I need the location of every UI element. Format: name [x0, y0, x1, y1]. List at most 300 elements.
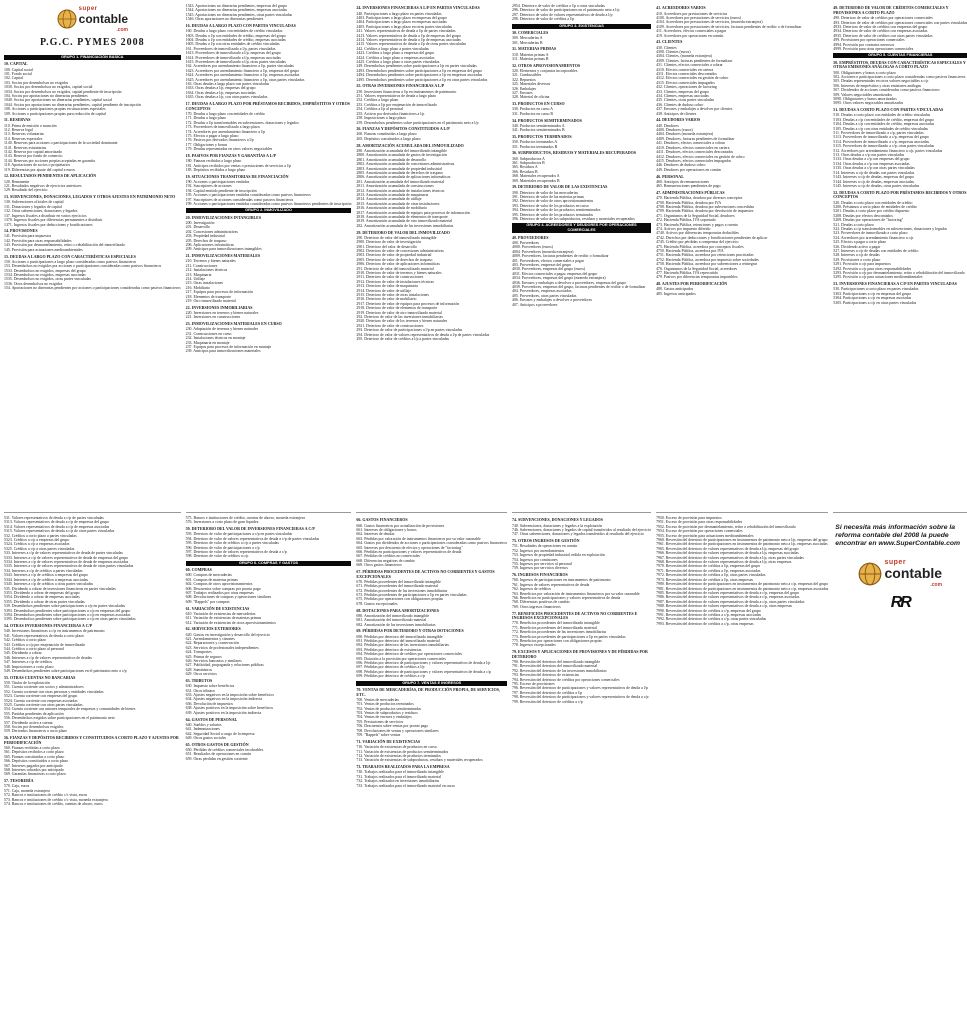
- account-entry: 797. Reversión del deterioro de créditos a l/p: [512, 690, 583, 695]
- account-entry: 753. Ingresos de propiedad industrial cedida en explotación: [512, 553, 605, 558]
- account-entry: 311. Materias primas B: [512, 57, 549, 61]
- account-entry: 476. Organismos de la Seguridad Social, acreedores: [656, 266, 738, 271]
- account-entry: 202. Concesiones administrativas: [185, 229, 238, 234]
- account-entry: 2906. Deterioro de valor de aplicaciones informáticas: [356, 262, 440, 267]
- account-entry: 597. Deterioro de valor de valores representativos de deuda a c/p: [185, 550, 287, 555]
- account-entry: 5113. Proveedores de inmovilizado a c/p, empresas del grupo: [833, 135, 929, 140]
- account-entry: 108. Acciones o participaciones propias en situaciones especiales: [4, 107, 106, 112]
- account-entry: 4000. Proveedores (euros): [512, 245, 553, 250]
- account-entry: 746. Subvenciones, donaciones y legados de capital transferidos al resultado del ejercicio: [512, 527, 652, 532]
- account-entry: 755. Ingresos por servicios al personal: [512, 562, 572, 566]
- group-heading: GRUPO 3. EXISTENCIAS: [512, 24, 651, 29]
- account-entry: 5143. Intereses a c/p de deudas, empresas del grupo: [833, 175, 914, 180]
- account-entry: 4999. Provisión para otras operaciones comerciales: [833, 47, 914, 52]
- account-entry: 485. Ingresos anticipados: [656, 291, 696, 296]
- account-entry: 232. Instalaciones técnicas en montaje: [185, 336, 246, 341]
- account-entry: 5293. Provisión a c/p por desmantelamiento, retiro o rehabilitación del inmovilizado: [833, 271, 965, 275]
- account-entry: 327. Envases: [512, 91, 533, 96]
- account-entry: 7961. Reversión del deterioro de participaciones en instrumentos de patrimonio neto a l/p, empresas asociadas: [656, 542, 828, 547]
- section-heading: 49. DETERIORO DE VALOR DE CRÉDITOS COMERCIALES Y PROVISIONES A CORTO PLAZO: [833, 5, 949, 15]
- account-entry: 1034. Socios por desembolsos no exigidos, capital pendiente de inscripción: [4, 89, 122, 94]
- account-entry: 4708. Hacienda Pública, deudora por subvenciones concedidas: [656, 204, 754, 209]
- column-1: [4, 4, 181, 512]
- account-entry: 5345. Intereses a c/p de créditos a otras partes vinculadas: [4, 582, 94, 587]
- account-entry: 4994. Provisión por contratos onerosos: [833, 42, 895, 47]
- section-heading: 66. GASTOS FINANCIEROS: [356, 517, 408, 523]
- account-entry: 2913. Deterioro de valor de maquinaria: [356, 284, 418, 289]
- account-entry: 4709. Hacienda Pública, deudora por devolución de impuestos: [656, 209, 754, 214]
- section-heading: 36. SUBPRODUCTOS, RESIDUOS Y MATERIALES RECUPERADOS: [512, 150, 636, 156]
- account-entry: 331. Productos en curso B: [512, 111, 553, 116]
- section-heading: 30. COMERCIALES: [512, 30, 549, 36]
- account-entry: 5334. Intereses a c/p de valores representativos de deuda de empresas asociadas: [4, 560, 129, 565]
- account-entry: 265. Depósitos constituidos a largo plazo: [356, 136, 421, 141]
- account-entry: 547. Intereses a c/p de créditos: [4, 660, 52, 665]
- section-heading: 56. FIANZAS Y DEPÓSITOS RECIBIDOS Y CONSTITUIDOS A CORTO PLAZO Y AJUSTES POR PERIODIFICACIÓN: [4, 735, 179, 745]
- account-entry: 552. Cuenta corriente con otras personas y entidades vinculadas: [4, 689, 104, 694]
- account-entry: 502. Acciones o participaciones a corto plazo consideradas como pasivos financieros: [833, 75, 966, 79]
- account-entry: 752. Ingresos por arrendamientos: [512, 548, 565, 553]
- account-entry: 4410. Deudores, efectos comerciales en cartera: [656, 145, 730, 150]
- account-entry: 113. Reservas voluntarias: [4, 132, 44, 137]
- account-entry: 320. Elementos y conjuntos incorporables: [512, 68, 578, 73]
- section-heading: 43. CLIENTES: [656, 39, 683, 45]
- section-heading: 32. OTROS APROVISIONAMIENTOS: [512, 62, 581, 68]
- account-entry: 541. Valores representativos de deuda a corto plazo: [4, 633, 84, 638]
- account-entry: 7993. Reversión del deterioro de créditos a c/p, otras empresas: [656, 621, 754, 626]
- account-entry: 640. Sueldos y salarios: [185, 722, 222, 727]
- account-entry: 5209. Deudas por operaciones de "factoring": [833, 218, 904, 223]
- account-entry: 341. Productos semiterminados B: [512, 128, 565, 133]
- section-heading: 61. VARIACIÓN DE EXISTENCIAS: [185, 605, 250, 611]
- account-entry: 4400. Deudores (euros): [656, 128, 693, 133]
- account-entry: 1603. Deudas a l/p con entidades de crédito, empresas del grupo: [185, 33, 286, 38]
- account-entry: 4750. Hacienda Pública, acreedora por IVA: [656, 248, 724, 253]
- account-entry: 1044. Socios por aportaciones no dinerarias pendientes, capital pendiente de inscripción: [4, 102, 141, 107]
- account-entry: 2805. Amortización acumulada de derechos de traspaso: [356, 170, 443, 175]
- account-entry: 328. Material de oficina: [512, 95, 550, 100]
- section-heading: 39. DETERIORO DE VALOR DE LAS EXISTENCIAS: [512, 184, 608, 190]
- account-entry: 446. Deudores de dudoso cobro: [656, 163, 706, 168]
- account-entry: 240. Participaciones a largo plazo en partes vinculadas: [356, 11, 442, 16]
- column-11-items: [656, 516, 828, 626]
- account-entry: 4304. Clientes, (moneda extranjera): [656, 54, 712, 59]
- account-entry: 162. Acreedores por arrendamiento financiero a l/p, partes vinculadas: [185, 64, 294, 69]
- column-7: [4, 512, 181, 1020]
- account-entry: 5523. Cuenta corriente con empresas del grupo: [4, 694, 78, 699]
- account-entry: 360. Subproductos A: [512, 156, 545, 161]
- account-entry: 5343. Intereses a c/p de créditos a empresas del grupo: [4, 573, 88, 578]
- account-entry: 636. Devolución de impuestos: [185, 701, 233, 706]
- account-entry: 568. Intereses cobrados por anticipado: [4, 768, 64, 773]
- account-entry: 731. Trabajos realizados para el inmovilizado material: [356, 774, 442, 779]
- account-entry: 609. "Rappels" por compras: [185, 599, 230, 604]
- account-entry: 712. Variación de existencias de productos terminados: [356, 753, 441, 758]
- column-2: [186, 4, 352, 512]
- account-entry: 627. Publicidad, propaganda y relaciones públicas: [185, 663, 264, 668]
- account-entry: 509. Valores negociables amortizados: [833, 92, 892, 97]
- account-entry: 212. Instalaciones técnicas: [185, 268, 228, 273]
- account-entry: 556. Desembolsos exigidos sobre participaciones en el patrimonio neto: [4, 716, 115, 721]
- account-entry: 175. Efectos a pagar a largo plazo: [185, 133, 239, 138]
- account-entry: 2816. Amortización acumulada de mobiliario: [356, 206, 427, 211]
- account-entry: 2801. Amortización acumulada de desarrollo: [356, 157, 427, 162]
- account-entry: 1543. Aportaciones no dinerarias pendientes, empresas del grupo: [185, 4, 287, 8]
- account-entry: 5115. Proveedores de inmovilizado a c/p, otras partes vinculadas: [833, 144, 935, 149]
- account-entry: 2814. Amortización acumulada de utillaje: [356, 197, 422, 202]
- account-entry: 7980. Reversión del deterioro de participaciones en instrumentos de patrimonio neto a c/p, empresas del grupo: [656, 582, 829, 587]
- section-heading: 11. RESERVAS: [4, 117, 31, 123]
- account-entry: 5295. Provisión a c/p para actuaciones medioambientales: [833, 275, 923, 280]
- account-entry: 130. Subvenciones oficiales de capital: [4, 200, 64, 205]
- account-entry: 150. Acciones o participaciones a largo plazo consideradas como pasivos financieros: [4, 259, 137, 264]
- account-entry: 548. Imposiciones a corto plazo: [4, 664, 54, 669]
- account-entry: 2910. Deterioro de valor de terrenos y bienes naturales: [356, 271, 442, 276]
- account-entry: 118. Aportaciones de socios o propietarios: [4, 163, 70, 168]
- account-entry: 565. Fianzas constituidas a corto plazo: [4, 754, 65, 759]
- account-entry: 4742. Derechos por deducciones y bonificaciones pendientes de aplicar: [656, 235, 768, 240]
- account-entry: 431. Clientes, efectos comerciales a cobrar: [656, 63, 723, 68]
- account-entry: 550. Titular de la explotación: [4, 680, 50, 685]
- account-entry: 4758. Hacienda Pública, acreedora por subvenciones a reintegrar: [656, 262, 758, 267]
- account-entry: 795. Exceso de provisiones: [512, 682, 555, 687]
- account-entry: 432. Clientes, operaciones de factoring: [656, 85, 717, 90]
- section-heading: 34. PRODUCTOS SEMITERMINADOS: [512, 117, 582, 123]
- section-heading: 19. SITUACIONES TRANSITORIAS DE FINANCIACIÓN: [185, 173, 289, 179]
- column-9-items: [356, 518, 507, 788]
- account-entry: 641. Indemnizaciones: [185, 727, 220, 732]
- account-entry: 473. Hacienda Pública, retenciones y pagos a cuenta: [656, 222, 738, 227]
- section-heading: 65. OTROS GASTOS DE GESTIÓN: [185, 741, 249, 747]
- account-entry: 297. Deterioro de valor de valores representativos de deuda a l/p: [512, 12, 613, 17]
- account-entry: 709. "Rappels" sobre ventas: [356, 733, 401, 738]
- account-entry: 4100. Acreedores por prestaciones de servicios (euros): [656, 15, 742, 20]
- account-entry: 694. Pérdidas por deterioro de créditos por operaciones comerciales: [356, 652, 462, 657]
- column-8-items: [186, 516, 352, 761]
- account-entry: 793. Reversión del deterioro de existencias: [512, 673, 580, 678]
- logo-contable: contable: [884, 564, 943, 581]
- account-entry: 137. Ingresos fiscales a distribuir en varios ejercicios: [4, 213, 87, 218]
- account-entry: 681. Amortización del inmovilizado material: [356, 618, 427, 623]
- account-entry: 507. Dividendos de acciones consideradas como pasivos financieros: [833, 88, 940, 93]
- account-entry: 2495. Desembolsos pendientes sobre participaciones a l/p en otras partes vinculadas: [356, 77, 488, 82]
- account-entry: 436. Clientes de dudoso cobro: [656, 102, 704, 107]
- section-heading: 48. AJUSTES POR PERIODIFICACIÓN: [656, 281, 728, 287]
- account-entry: 210. Terrenos y bienes naturales: [185, 259, 236, 264]
- account-entry: 199. Acciones o participaciones emitidas consideradas como pasivos financieros pendientes de inscripción: [185, 201, 352, 206]
- account-entry: 109. Acciones o participaciones propias para reducción de capital: [4, 111, 106, 116]
- account-entry: 1623. Acreedores por arrendamiento financiero a l/p, empresas del grupo: [185, 68, 300, 73]
- account-entry: 2902. Deterioro de valor de concesiones administrativas: [356, 248, 444, 253]
- account-entry: 4031. Efectos comerciales a pagar, empresas del grupo: [512, 271, 598, 276]
- account-entry: 104. Socios por aportaciones no dinerarias pendientes: [4, 94, 88, 99]
- account-entry: 544. Créditos a corto plazo al personal: [4, 646, 64, 651]
- account-entry: 190. Acciones o participaciones emitidas: [185, 179, 250, 184]
- account-entry: 1615. Proveedores de inmovilizado a l/p, otras partes vinculadas: [185, 60, 286, 65]
- account-entry: 5323. Créditos a c/p a empresas del grupo: [4, 538, 70, 543]
- account-entry: 670. Pérdidas procedentes del inmovilizado intangible: [356, 579, 441, 584]
- account-entry: 112. Reserva legal: [4, 128, 33, 133]
- account-entry: 5304. Participaciones a c/p en empresas asociadas: [833, 296, 912, 301]
- account-entry: 434. Clientes, empresas asociadas: [656, 94, 709, 99]
- section-heading: 70. VENTAS DE MERCADERÍAS, DE PRODUCCIÓN PROPIA, DE SERVICIOS, ETC.: [356, 687, 500, 697]
- account-entry: 480. Gastos anticipados: [656, 287, 694, 292]
- account-entry: 549. Desembolsos pendientes sobre participaciones en el patrimonio neto a c/p: [4, 668, 127, 673]
- account-entry: 407. Anticipos a proveedores: [512, 302, 558, 307]
- account-entry: 561. Depósitos recibidos a corto plazo: [4, 750, 64, 755]
- section-heading: 18. PASIVOS POR FIANZAS Y GARANTÍAS A L/P: [185, 152, 276, 158]
- account-entry: 799. Reversión del deterioro de créditos a c/p: [512, 699, 583, 704]
- account-entry: 622. Reparaciones y conservación: [185, 641, 239, 646]
- account-entry: 218. Elementos de transporte: [185, 294, 232, 299]
- account-entry: 4036. Envases y embalajes a devolver a proveedores, empresas del grupo: [512, 280, 627, 285]
- account-entry: 523. Proveedores de inmovilizado a corto plazo: [833, 231, 908, 236]
- account-entry: 628. Suministros: [185, 667, 213, 672]
- account-entry: 527. Intereses a c/p de deudas con entidades de crédito: [833, 248, 919, 253]
- account-entry: 771. Beneficios procedentes del inmovilizado material: [512, 625, 597, 630]
- column-10: [512, 512, 651, 1020]
- account-entry: 173. Proveedores de inmovilizado a largo plazo: [185, 125, 260, 130]
- account-entry: 290. Deterioro de valor del inmovilizado intangible: [356, 235, 437, 240]
- account-entry: 110. Prima de emisión o asunción: [4, 123, 57, 128]
- account-entry: 5335. Intereses a c/p de valores representativos de deuda de otras partes vinculadas: [4, 564, 134, 569]
- account-entry: 761. Ingresos de valores representativos de deuda: [512, 582, 590, 587]
- group-heading: GRUPO 6. COMPRAS Y GASTOS: [186, 561, 352, 566]
- account-entry: 4034. Proveedores, empresas del grupo (moneda extranjera): [512, 276, 606, 281]
- account-entry: 5525. Cuenta corriente con otras partes vinculadas: [4, 703, 83, 707]
- account-entry: 651. Resultados de operaciones en común: [185, 752, 251, 757]
- account-entry: 692. Pérdidas por deterioro de las inversiones inmobiliarias: [356, 643, 449, 648]
- account-entry: 2918. Deterioro de valor de elementos de transporte: [356, 306, 438, 311]
- account-entry: 1371. Ingresos fiscales por deducciones y bonificaciones: [4, 222, 93, 227]
- account-entry: 213. Maquinaria: [185, 272, 212, 277]
- account-entry: 351. Productos terminados B: [512, 144, 558, 149]
- account-entry: 1536. Otros desembolsos no exigidos: [4, 281, 63, 286]
- section-heading: 14. PROVISIONES: [4, 228, 38, 234]
- account-entry: 7985. Reversión del deterioro de valores representativos de deuda a c/p, empresas del grupo: [656, 590, 800, 595]
- account-entry: 1546. Otras aportaciones no dinerarias pendientes: [185, 17, 264, 22]
- account-entry: 5103. Deudas a c/p con entidades de crédito, empresas del grupo: [833, 117, 934, 122]
- account-entry: 2493. Desembolsos pendientes sobre participaciones a l/p en empresas del grupo: [356, 68, 483, 73]
- account-entry: 526. Dividendo activo a pagar: [833, 244, 881, 249]
- account-entry: 470. Hacienda Pública, deudora por diversos conceptos: [656, 196, 743, 201]
- account-entry: 7952. Exceso de provisión por desmantelamiento, retiro o rehabilitación del inmovilizado: [656, 524, 796, 529]
- account-entry: 558. Socios por desembolsos exigidos: [4, 725, 64, 730]
- account-entry: 695. Dotación a la provisión por operaciones comerciales: [356, 656, 446, 661]
- section-heading: 29. DETERIORO DE VALOR DEL INMOVILIZADO: [356, 229, 450, 235]
- account-entry: 490. Deterioro de valor de créditos por operaciones comerciales: [833, 16, 933, 21]
- section-heading: 33. PRODUCTOS EN CURSO: [512, 101, 565, 107]
- account-entry: 762. Ingresos de créditos: [512, 587, 551, 592]
- account-entry: 663. Pérdidas por valoración de instrumentos financieros por su valor razonable: [356, 536, 481, 541]
- logo-super: super: [78, 5, 98, 12]
- account-entry: 7960. Reversión del deterioro de participaciones en instrumentos de patrimonio neto a l/p, empresas del grupo: [656, 538, 828, 543]
- account-entry: 678. Gastos excepcionales: [356, 601, 398, 606]
- account-entry: 5144. Intereses a c/p de deudas, empresas asociadas: [833, 179, 914, 184]
- account-entry: 747. Otras subvenciones, donaciones y legados transferidos al resultado del ejercicio: [512, 532, 644, 537]
- account-entry: 570. Caja, euros: [4, 784, 30, 789]
- account-entry: 231. Construcciones en curso: [185, 331, 232, 336]
- account-entry: 611. Variación de existencias de materias primas: [185, 616, 262, 621]
- account-entry: 4039. Proveedores, empresas del grupo, facturas pendientes de recibir o de formalizar: [512, 285, 646, 290]
- account-entry: 2803. Amortización acumulada de propiedad industrial: [356, 166, 442, 171]
- account-entry: 132. Otras subvenciones, donaciones y legados: [4, 209, 78, 214]
- account-entry: 559. Derivados financieros a corto plazo: [4, 729, 68, 734]
- account-entry: 7970. Reversión del deterioro de créditos a l/p, empresas del grupo: [656, 564, 761, 569]
- account-entry: 514. Intereses a c/p de deudas con partes vinculadas: [833, 170, 915, 175]
- account-entry: 471. Organismos de la Seguridad Social, deudores: [656, 213, 735, 218]
- account-entry: 5344. Intereses a c/p de créditos a empresas asociadas: [4, 577, 88, 582]
- account-entry: 649. Otros gastos sociales: [185, 735, 227, 740]
- account-entry: 1634. Otras deudas a l/p, empresas asociadas: [185, 90, 256, 95]
- section-heading: 53. INVERSIONES FINANCIERAS A C/P EN PARTES VINCULADAS: [833, 281, 957, 287]
- account-entry: 596. Deterioro de valor de participaciones a c/p: [185, 545, 260, 550]
- account-entry: 7955. Exceso de provisión para actuaciones medioambientales: [656, 533, 754, 538]
- account-entry: 330. Productos en curso A: [512, 107, 553, 112]
- account-entry: 2914. Deterioro de valor de utillaje: [356, 288, 412, 293]
- account-entry: 575. Bancos e instituciones de crédito, cuentas de ahorro, moneda extranjera: [185, 516, 305, 520]
- account-entry: 259. Desembolsos pendientes sobre participaciones en el patrimonio neto a l/p: [356, 120, 479, 125]
- account-entry: 255. Activos por derivados financieros a l/p: [356, 111, 425, 116]
- section-heading: 31. MATERIAS PRIMAS: [512, 46, 557, 52]
- account-entry: 102. Capital: [4, 76, 24, 81]
- account-entry: 474. Activos por impuesto diferido: [656, 226, 711, 231]
- account-entry: 200. Investigación: [185, 220, 215, 225]
- account-entry: 664. Gastos por dividendos de acciones o participaciones consideradas como pasivos financieros: [356, 541, 508, 546]
- account-entry: 4004. Proveedores (moneda extranjera): [512, 249, 574, 254]
- account-entry: 7966. Reversión del deterioro de valores representativos de deuda a l/p, empresas asociadas: [656, 551, 799, 556]
- account-entry: 172. Deudas a l/p transformables en subvenciones, donaciones y legados: [185, 120, 299, 125]
- account-entry: 394. Deterioro de valor de los productos semiterminados: [512, 208, 601, 213]
- account-entry: 557. Dividendo activo a cuenta: [4, 720, 53, 725]
- account-entry: 576. Inversiones a corto plazo de gran liquidez: [185, 520, 259, 525]
- account-entry: 5134. Otras deudas a c/p con empresas asociadas: [833, 161, 910, 166]
- account-entry: 192. Suscriptores de acciones: [185, 184, 232, 189]
- account-entry: 5200. Préstamos a corto plazo de entidades de crédito: [833, 204, 917, 209]
- account-entry: 390. Deterioro de valor de las mercaderías: [512, 190, 579, 195]
- account-entry: 680. Amortización del inmovilizado intangible: [356, 613, 430, 618]
- column-4-items: [512, 4, 651, 307]
- account-entry: 702. Ventas de productos semiterminados: [356, 706, 422, 711]
- account-entry: 1535. Desembolsos no exigidos, otras partes vinculadas: [4, 277, 91, 282]
- group-heading: GRUPO 2. INMOVILIZADO: [186, 208, 352, 213]
- account-entry: 5324. Créditos a c/p a empresas asociadas: [4, 542, 70, 547]
- account-entry: 170. Deudas a largo plazo con entidades de crédito: [185, 111, 265, 116]
- account-entry: 1613. Proveedores de inmovilizado a l/p, empresas del grupo: [185, 51, 281, 56]
- account-entry: 2423. Créditos a largo plazo a empresas del grupo: [356, 51, 435, 56]
- section-heading: 26. FIANZAS Y DEPÓSITOS CONSTITUIDOS A L/P: [356, 126, 450, 132]
- account-entry: 668. Diferencias negativas de cambio: [356, 558, 415, 563]
- column-2-items: [186, 4, 352, 354]
- account-entry: 567. Intereses pagados por anticipado: [4, 763, 63, 768]
- account-entry: 1635. Otras deudas a l/p, con otras partes vinculadas: [185, 95, 268, 100]
- account-entry: 2819. Amortización acumulada de otro inmovilizado material: [356, 219, 453, 224]
- account-entry: 326. Embalajes: [512, 86, 537, 91]
- column-9: [356, 512, 507, 1020]
- section-heading: 28. AMORTIZACIÓN ACUMULADA DEL INMOVILIZADO: [356, 142, 464, 148]
- account-entry: 535. Dividendo a cobrar de inversiones financieras en partes vinculadas: [4, 586, 116, 591]
- account-entry: 751. Resultados de operaciones en común: [512, 544, 578, 549]
- account-entry: 7988. Reversión del deterioro de valores representativos de deuda a c/p, otras empresas: [656, 604, 792, 609]
- account-entry: 5394. Desembolsos pendientes sobre participaciones a c/p en empresas asociadas: [4, 612, 131, 617]
- section-heading: 40. PROVEEDORES: [512, 234, 549, 240]
- account-entry: 395. Deterioro de valor de los productos terminados: [512, 212, 594, 217]
- column-1-items: [4, 55, 181, 291]
- section-heading: 77. BENEFICIOS PROCEDENTES DE ACTIVOS NO CORRIENTES E INGRESOS EXCEPCIONALES: [512, 610, 638, 621]
- account-entry: 528. Intereses a c/p de deudas: [833, 253, 880, 258]
- account-entry: 2405. Participaciones a largo plazo en otras partes vinculadas: [356, 24, 452, 29]
- account-entry: 221. Inversiones en construcciones: [185, 315, 241, 320]
- account-entry: 301. Mercaderías B: [512, 40, 543, 45]
- account-entry: 595. Deterioro de valor de créditos a c/p a partes vinculadas: [185, 541, 279, 546]
- section-heading: 60. COMPRAS: [185, 567, 212, 573]
- account-entry: 237. Equipos para procesos de información en montaje: [185, 345, 272, 349]
- account-entry: 4415. Deudores, efectos comerciales impagados: [656, 158, 732, 163]
- account-entry: 441. Deudores, efectos comerciales a cobrar: [656, 141, 725, 146]
- account-entry: 534. Intereses a c/p de créditos a partes vinculadas: [4, 568, 83, 573]
- account-entry: 1624. Acreedores por arrendamiento financiero a l/p, empresas asociadas: [185, 73, 300, 78]
- account-entry: 1625. Acreedores por arrendamiento financiero a l/p, otras partes vinculadas: [185, 77, 305, 82]
- account-entry: 569. Garantías financieras a corto plazo: [4, 772, 66, 777]
- account-entry: 5133. Otras deudas a c/p con empresas del grupo: [833, 157, 910, 162]
- account-entry: 325. Materiales diversos: [512, 82, 551, 87]
- account-entry: 5524. Cuenta corriente con empresas asociadas: [4, 698, 78, 703]
- account-entry: 215. Otras instalaciones: [185, 281, 223, 286]
- account-entry: 2414. Valores representativos de deuda a l/p de empresas asociadas: [356, 38, 461, 43]
- account-entry: 5393. Desembolsos pendientes sobre participaciones a c/p en empresas del grupo: [4, 608, 131, 613]
- account-entry: 179. Deudas representadas en otros valores negociables: [185, 147, 273, 152]
- section-heading: 75. OTROS INGRESOS DE GESTIÓN: [512, 538, 580, 544]
- account-entry: 642. Seguridad Social a cargo de la empresa: [185, 731, 255, 736]
- account-entry: 572. Bancos e instituciones de crédito c/c vista, euros: [4, 793, 88, 798]
- section-heading: 16. DEUDAS A LARGO PLAZO CON PARTES VINCULADAS: [185, 23, 296, 29]
- account-entry: 249. Desembolsos pendientes sobre participaciones a l/p en partes vinculadas: [356, 64, 477, 69]
- group-heading: GRUPO 4. ACREEDORES Y DEUDORES POR OPERACIONES COMERCIALES: [512, 223, 651, 233]
- account-entry: 672. Pérdidas procedentes de las inversiones inmobiliarias: [356, 588, 448, 593]
- account-entry: 690. Pérdidas por deterioro del inmovilizado intangible: [356, 634, 443, 639]
- account-entry: 430. Clientes: [656, 45, 677, 50]
- account-entry: 2815. Amortización acumulada de otras instalaciones: [356, 201, 440, 206]
- account-entry: 153. Desembolsos no exigidos por acciones o participaciones consideradas como pasivos financieros: [4, 264, 162, 269]
- account-entry: 2903. Deterioro de valor de propiedad industrial: [356, 253, 432, 258]
- account-entry: 665. Intereses por descuento de efectos y operaciones de "factoring": [356, 545, 463, 550]
- logo-super: super: [884, 558, 907, 566]
- account-entry: 366. Residuos B: [512, 169, 538, 174]
- account-entry: 230. Adaptación de terrenos y bienes naturales: [185, 327, 259, 332]
- account-entry: 669. Otros gastos financieros: [356, 563, 402, 568]
- account-entry: 361. Subproductos B: [512, 160, 545, 165]
- account-entry: 505. Deudas representadas en otros valores negociables a c/p: [833, 79, 929, 84]
- account-entry: 392. Deterioro de valor de otros aprovisionamientos: [512, 199, 594, 204]
- section-heading: 44. DEUDORES VARIOS: [656, 117, 701, 123]
- account-entry: 114. Reservas especiales: [4, 136, 43, 141]
- account-entry: 365. Residuos A: [512, 165, 538, 170]
- account-entry: 131. Donaciones y legados de capital: [4, 204, 62, 209]
- section-heading: 41. ACREEDORES VARIOS: [656, 5, 706, 11]
- account-entry: 194. Capital emitido pendiente de inscripción: [185, 188, 257, 193]
- account-entry: 391. Deterioro de valor de las materias primas: [512, 195, 584, 199]
- account-entry: 633. Ajustes negativos en la imposición sobre beneficios: [185, 693, 274, 698]
- account-entry: 479. Pasivos por diferencias temporarias imponibles: [656, 275, 738, 280]
- account-entry: 321. Combustibles: [512, 73, 542, 78]
- account-entry: 522. Deudas a c/p transformables en subvenciones, donaciones y legados: [833, 226, 948, 231]
- account-entry: 209. Anticipos para inmovilizaciones intangibles: [185, 247, 262, 252]
- column-6-items: [833, 6, 967, 305]
- account-entry: 629. Otros servicios: [185, 672, 217, 677]
- account-entry: 296. Deterioro de valor de participaciones en el patrimonio neto a l/p: [512, 8, 620, 13]
- account-entry: 4109. Acreedores por prestaciones de servicios, facturas pendientes de recibir o de formalizar: [656, 24, 802, 29]
- account-entry: 543. Créditos a c/p por enajenación de inmovilizado: [4, 642, 86, 647]
